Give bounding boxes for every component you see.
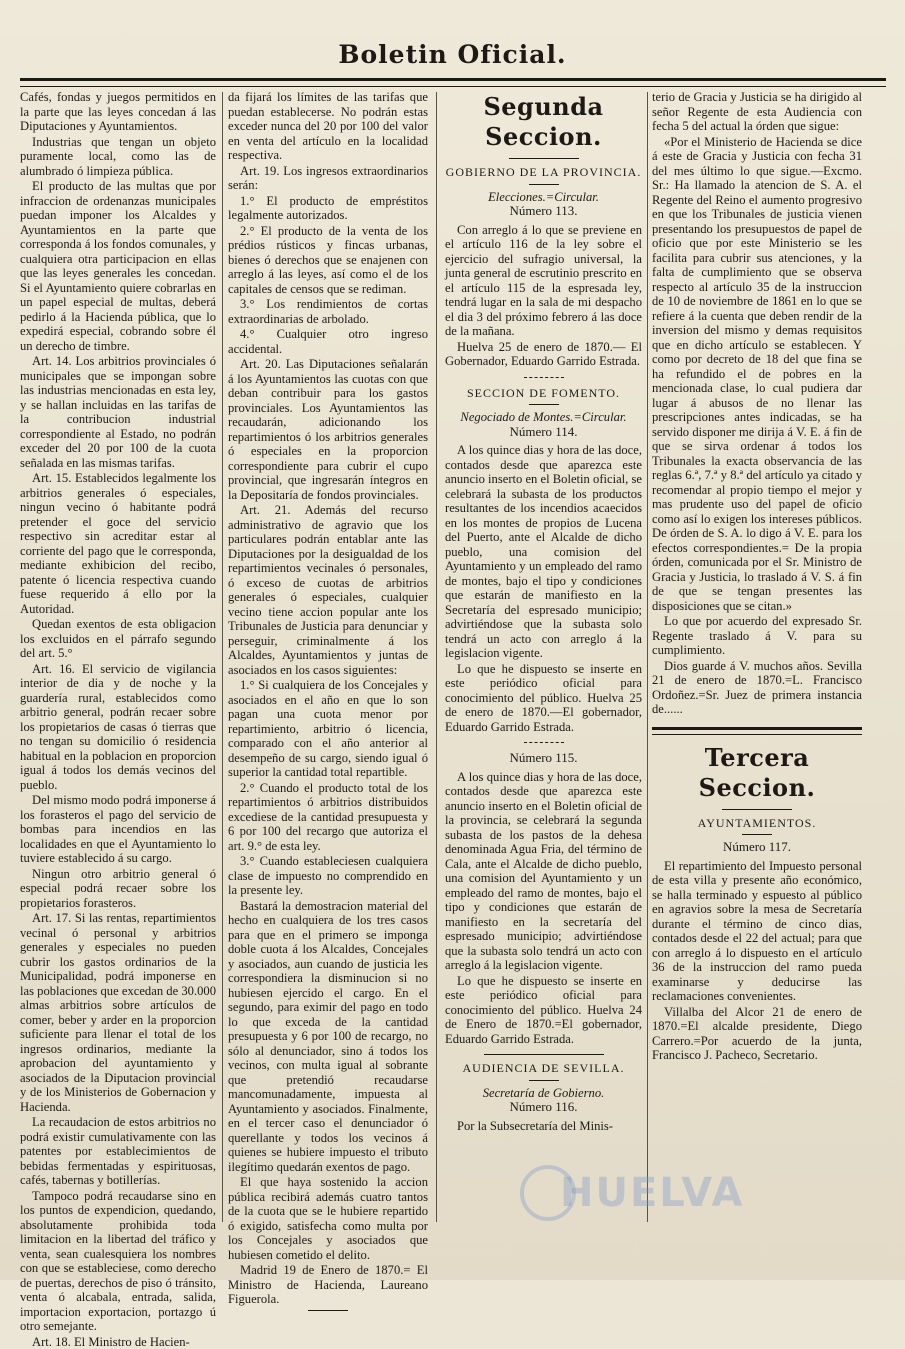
paragraph: 3.° Cuando estableciesen cualquiera clase de impuesto no comprendido en la presente ley. xyxy=(228,854,428,898)
paragraph: 2.° Cuando el producto total de los repartimientos ó arbitrios distribuidos excediese de la cantidad presupuesta y 6 por 100 del recargo que autoriza el art. 9.° de esta ley. xyxy=(228,781,428,854)
divider-rule xyxy=(529,404,559,405)
section-rule xyxy=(509,158,579,159)
paragraph: Art. 15. Establecidos legalmente los arbitrios generales ó especiales, ningun vecino ó habitante podrá pretender el goce del servicio respectivo sin acreditar estar al corriente del pago que le corresponda, mediante exhibicion del recibo, patente ó licencia respectiva cuando fuese requerido á ello por la Autoridad. xyxy=(20,471,216,616)
paragraph: Art. 17. Si las rentas, repartimientos vecinal ó personal y arbitrios generales y especiales no pueden cubrir los gastos ordinarios de la Municipalidad, podrá imponerse en las poblaciones que excedan de 30.000 almas arbitrios sobre artículos de comer, beber y arder en la proporcion suficiente para llenar el total de los ingresos ordinarios, mediante la aprobacion del ayuntamiento y asociados de la Diputacion provincial y de los Ministerios de Gobernacion y Hacienda. xyxy=(20,911,216,1114)
column-divider xyxy=(436,92,437,1222)
notice-number: Número 115. xyxy=(445,751,642,766)
notice-number: Número 113. xyxy=(445,204,642,219)
paragraph: da fijará los límites de las tarifas que puedan establecerse. No podrán estas exceder nunca del 20 por 100 del valor en venta del artículo en la localidad respectiva. xyxy=(228,90,428,163)
paragraph: 1.° Si cualquiera de los Concejales y asociados en el año en que lo son pagan una cuota menor por repartimiento, arbitrio ó licencia, comparado con el año anterior al desempeño de su cargo, siendo igual ó superior la cantidad total repartible. xyxy=(228,678,428,780)
column-4 xyxy=(652,90,862,1225)
watermark: HUELVA xyxy=(560,1170,744,1216)
masthead-title: Boletin Oficial. xyxy=(0,40,905,69)
section-heading: GOBIERNO DE LA PROVINCIA. xyxy=(445,165,642,180)
paragraph: Quedan exentos de esta obligacion los excluidos en el párrafo segundo del art. 5.° xyxy=(20,617,216,661)
section-rule xyxy=(722,809,792,810)
paragraph: Art. 14. Los arbitrios provinciales ó municipales que se impongan sobre las industrias mencionadas en esta ley, y se hallan incluidas en las tarifas de la contribucion industrial correspondiente al Estado, no podrán exceder del 20 por 100 de la cuota señalada en las mismas tarifas. xyxy=(20,354,216,470)
section-heading: SECCION DE FOMENTO. xyxy=(445,386,642,401)
paragraph: Art. 21. Además del recurso administrativo de agravio que los particulares podrán entablar ante las Diputaciones por la desigualdad de los repartimientos vecinales ó personales, ó exceso de cuotas de arbitrios generales ó especiales, cualquier vecino tiene accion popular ante los Tribunales de Justicia para denunciar y perseguir, criminalmente á los Alcaldes, Ayuntamientos y juntas de asociados en los casos siguientes: xyxy=(228,503,428,677)
paragraph: Huelva 25 de enero de 1870.— El Gobernador, Eduardo Garrido Estrada. xyxy=(445,340,642,369)
paragraph: El repartimiento del Impuesto personal de esta villa y presente año económico, se halla terminado y espuesto al público en agravios sobre la mesa de Secretaría durante el término de cinco dias, contados desde el 22 del actual; para que con arreglo á lo dispuesto en el artículo 36 de la instruccion del ramo pueda examinarse y deducirse las reclamaciones convenientes. xyxy=(652,859,862,1004)
divider-rule xyxy=(529,1080,559,1081)
section-title: Tercera Seccion. xyxy=(652,743,862,803)
paragraph: Madrid 19 de Enero de 1870.= El Ministro de Hacienda, Laureano Figuerola. xyxy=(228,1263,428,1307)
divider-rule xyxy=(529,184,559,185)
section-heading: AYUNTAMIENTOS. xyxy=(652,816,862,831)
paragraph: Lo que he dispuesto se inserte en este periódico oficial para conocimiento del público. Huelva 25 de enero de 1870.—El gobernador, Eduardo Garrido Estrada. xyxy=(445,662,642,735)
paragraph: Art. 16. El servicio de vigilancia interior de dia y de noche y la guardería rural, establecidos como arbitrio general, podrán recaer sobre los propietarios de casas ó tierras que no tengan su domicilio ó residencia habitual en la poblacion en proporcion igual á todos los demás vecinos del pueblo. xyxy=(20,662,216,793)
paragraph: La recaudacion de estos arbitrios no podrá existir cumulativamente con las patentes por establecimientos de bebidas fermentadas y espirituosas, cafés, tabernas y botillerías. xyxy=(20,1115,216,1188)
paragraph: Villalba del Alcor 21 de enero de 1870.=El alcalde presidente, Diego Carrero.=Por acuerdo de la junta, Francisco J. Pacheco, Secretario. xyxy=(652,1005,862,1063)
masthead-rule xyxy=(20,78,886,87)
section-heading: AUDIENCIA DE SEVILLA. xyxy=(445,1061,642,1076)
paragraph: Con arreglo á lo que se previene en el artículo 116 de la ley sobre el ejercicio del sufragio universal, la junta general de escrutinio prescrito en el artículo 115 de la espresada ley, tendrá lugar en la sala de mi despacho el dia 3 del próximo febrero á las doce de la mañana. xyxy=(445,223,642,339)
paragraph: El producto de las multas que por infraccion de ordenanzas municipales puedan imponer los Alcaldes y Ayuntamientos en la parte que corresponda á los fondos comunales, y cualquiera otra participacion en ellas que las leyes generales les concedan. Si el Ayuntamiento quiere cobrarlas en un papel especial de multas, deberá pedirlo á la Hacienda pública, que lo expedirá especial, cobrando sobre él un derecho de timbre. xyxy=(20,179,216,353)
paragraph: Industrias que tengan un objeto puramente local, como las de alumbrado ó limpieza pública. xyxy=(20,135,216,179)
paragraph: Bastará la demostracion material del hecho en cualquiera de los tres casos para que en el primero se imponga doble cuota á los Alcaldes, Concejales y asociados, aun cuando de justicia les correspondiera la disminucion si no hubiesen ejercido el cargo. En el segundo, para eximir del pago en todo lo que exceda de la cantidad presupuesta y 6 por 100 de recargo, no sólo al denunciador, sino á todos los vecinos, con multa igual al sobrante que pretendió recaudarse mancomunadamente, impuesta al Ayuntamiento y asociados. Finalmente, en el tercer caso el denunciador ó querellante y todos los vecinos á quienes se hubiere impuesto el tributo ilegítimo quedarán exentos de pago. xyxy=(228,899,428,1175)
paragraph: terio de Gracia y Justicia se ha dirigido al señor Regente de esta Audiencia con fecha 5 del actual la órden que sigue: xyxy=(652,90,862,134)
column-1 xyxy=(20,90,216,1225)
paragraph: 4.° Cualquier otro ingreso accidental. xyxy=(228,327,428,356)
column-divider xyxy=(647,92,648,1222)
end-rule xyxy=(308,1310,348,1311)
subheading: Secretaría de Gobierno. xyxy=(445,1086,642,1101)
paragraph: 2.° El producto de la venta de los prédios rústicos y fincas urbanas, bienes ó derechos que se enajenen con arreglo á las leyes, así como el de los capitales de censos que se rediman. xyxy=(228,224,428,297)
divider-rule xyxy=(484,1054,604,1055)
paragraph: El que haya sostenido la accion pública recibirá además cuatro tantos de la cuota que se le hubiere repartido ó exigido, satisfecha como multa por los Concejales y asociados que hubiesen cometido el delito. xyxy=(228,1175,428,1262)
divider-rule xyxy=(524,377,564,378)
notice-number: Número 114. xyxy=(445,425,642,440)
paragraph: Lo que por acuerdo del expresado Sr. Regente traslado á V. para su cumplimiento. xyxy=(652,614,862,658)
paragraph: «Por el Ministerio de Hacienda se dice á este de Gracia y Justicia con fecha 31 del mes último lo que sigue.—Excmo. Sr.: Ha llamado la atencion de S. A. el Regente del Reino el aumento progresivo en que los Tribunales de justicia vienen presentando los presupuestos de papel de oficio que por este Ministerio se les facilita para cubrir sus atenciones, y la falta de cumplimiento que se observa respecto al artículo 35 de la instruccion de 10 de noviembre de 1861 en lo que se refiere á la cuenta que deben rendir de la inversion del mismo y demas requisitos que en dicho artículo se establecen. Y como por decreto de 18 del que fina se ha refundido el de pobres en la mencionada clase, lo cual pudiera dar lugar á abusos de no llenar las prescripciones antes indicadas, se ha servido disponer me dirija á V. E. á fin de que se sirva ordenar á todos los Tribunales la exacta observancia de las reglas 6.ª, 7.ª y 8.ª del artículo ya citado y recomendar al propio tiempo el mejor y mas prudente uso del papel de oficio como así lo exigen los intereses públicos. De órden de S. A. lo digo á V. E. para los efectos correspondientes.= De la propia órden, comunicada por el Sr. Ministro de Gracia y Justicia, lo traslado á V. S. á fin de que se tengan presentes las disposiciones que se citan.» xyxy=(652,135,862,614)
paragraph: Dios guarde á V. muchos años. Sevilla 21 de enero de 1870.=L. Francisco Ordoñez.=Sr. Juez de primera instancia de...... xyxy=(652,659,862,717)
paragraph: Art. 19. Los ingresos extraordinarios serán: xyxy=(228,164,428,193)
paragraph: A los quince dias y hora de las doce, contados desde que aparezca este anuncio inserto en el Boletin oficial, se celebrará la subasta de los productos resultantes de los incendios acaecidos en los montes de propios de Lucena del Puerto, ante el Alcalde de dicho pueblo, una comision del Ayuntamiento y un empleado del ramo de montes, bajo el tipo y condiciones que estarán de manifiesto en la Secretaría del espresado municipio; advirtiéndose que la subasta solo tendrá un acto con arreglo á la legislacion vigente. xyxy=(445,443,642,661)
column-divider xyxy=(222,92,223,1222)
paragraph: Art. 18. El Ministro de Hacien- xyxy=(20,1335,216,1349)
paragraph: Cafés, fondas y juegos permitidos en la parte que las leyes concedan á las Diputaciones y Ayuntamientos. xyxy=(20,90,216,134)
paragraph: Por la Subsecretaría del Minis- xyxy=(445,1119,642,1134)
section-title: Segunda Seccion. xyxy=(445,92,642,152)
column-3 xyxy=(445,90,642,1225)
paragraph: Del mismo modo podrá imponerse á los forasteros el pago del servicio de bombas para incendios en las localidades en que el Ayuntamiento lo tuviere establecido á su cargo. xyxy=(20,793,216,866)
paragraph: A los quince dias y hora de las doce, contados desde que aparezca este anuncio inserto en el Boletin oficial de la provincia, se celebrará la segunda subasta de los pastos de la dehesa denominada Agua Fria, del término de Cala, ante el Alcalde de dicho pueblo, una comision del Ayuntamiento y un empleado del ramo de montes, bajo el tipo y condiciones que estarán de manifiesto en la secretaría del espresado municipio; advirtiéndose que la subasta solo tendrá un acto con arreglo á la legislacion vigente. xyxy=(445,770,642,973)
paragraph: 3.° Los rendimientos de cortas extraordinarias de arbolado. xyxy=(228,297,428,326)
notice-number: Número 116. xyxy=(445,1100,642,1115)
paragraph: 1.° El producto de empréstitos legalmente autorizados. xyxy=(228,194,428,223)
divider-rule xyxy=(524,742,564,743)
column-2 xyxy=(228,90,428,1225)
paragraph: Tampoco podrá recaudarse sino en los puntos de expendicion, quedando, absolutamente prohibida toda limitacion en la libertad del tráfico y venta, sean cualesquiera los nombres con que se estableciese, como derecho de puertas, derechos de piso ó tránsito, venta ó alcabala, entrada, salida, importacion exportacion, portazgo ú otro semejante. xyxy=(20,1189,216,1334)
divider-rule xyxy=(742,834,772,835)
paragraph: Art. 20. Las Diputaciones señalarán á los Ayuntamientos las cuotas con que deban contribuir para los gastos provinciales. Los Ayuntamientos las recaudarán, adicionando los repartimientos ó los arbitrios generales ó especiales en la proporcion correspondiente para cubrir el cupo provincial, que ingresarán íntegros en la Depositaría de fondos provinciales. xyxy=(228,357,428,502)
paragraph: Ningun otro arbitrio general ó especial podrá recaer sobre los propietarios forasteros. xyxy=(20,867,216,911)
subheading: Negociado de Montes.=Circular. xyxy=(445,410,642,425)
paragraph: Lo que he dispuesto se inserte en este periódico oficial para conocimiento del público. Huelva 24 de Enero de 1870.=El gobernador, Eduardo Garrido Estrada. xyxy=(445,974,642,1047)
subheading: Elecciones.=Circular. xyxy=(445,190,642,205)
section-rule xyxy=(652,727,862,735)
notice-number: Número 117. xyxy=(652,840,862,855)
